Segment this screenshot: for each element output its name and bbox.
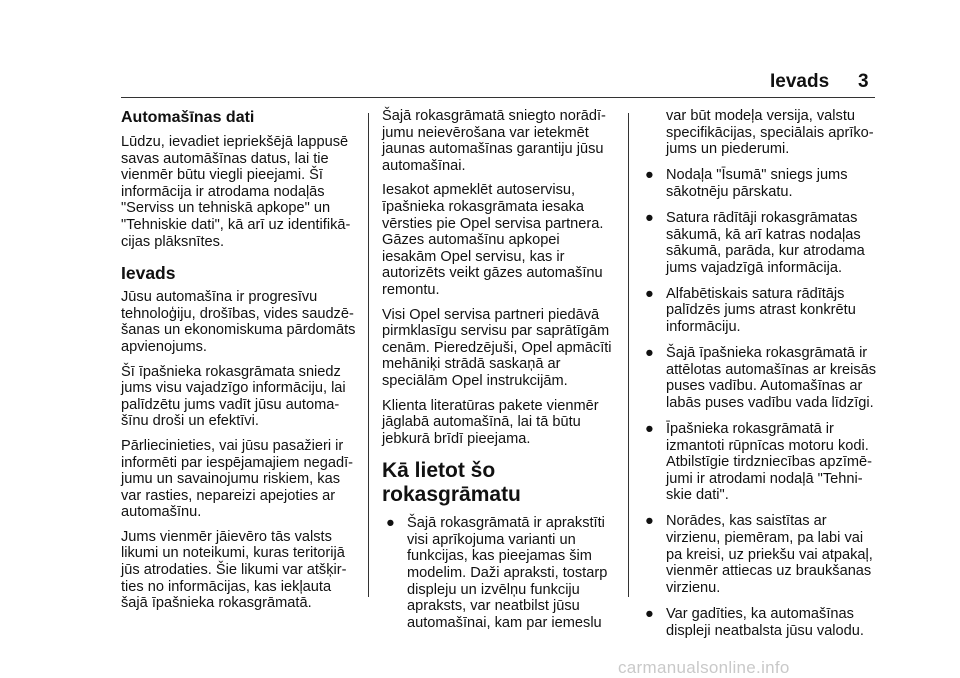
list-item xyxy=(382,515,618,631)
bullet-icon: ● xyxy=(645,345,654,362)
list-item-text: Nodaļa "Īsumā" sniegs jums sākotnēju pārskatu. xyxy=(666,167,848,200)
list-item xyxy=(641,210,877,276)
list-item xyxy=(641,286,877,336)
bullet-icon: ● xyxy=(645,167,654,184)
bullet-icon: ● xyxy=(645,285,654,302)
heading-introduction: Ievads xyxy=(121,263,176,284)
list-item xyxy=(641,345,877,411)
list-item-text: Šajā īpašnieka rokasgrāmatā ir attēlotas automašīnas ar kreisās puses vadību. Automašīnas ar labās puses vadību vada līdzīgi. xyxy=(666,345,877,411)
heading-vehicle-data: Automašīnas dati xyxy=(121,109,255,126)
bullet-icon: ● xyxy=(645,421,654,437)
list-item-text: var būt modeļa versija, valstu specifikācijas, speciālais aprīko-jums un piederumi. xyxy=(666,108,874,158)
list-item xyxy=(641,513,877,596)
paragraph: Jūsu automašīna ir progresīvu tehnoloģiju, drošības, vides saudzē-šanas un ekonomiskuma pārdomāts apvienojums. xyxy=(121,289,356,355)
bullet-icon: ● xyxy=(386,515,395,532)
watermark: carmanualsonline.info xyxy=(618,658,790,677)
heading-how-to-use: Kā lietot šo rokasgrāmatu xyxy=(382,459,521,507)
paragraph: Lūdzu, ievadiet iepriekšējā lappusē savas automāšīnas datus, lai tie vienmēr būtu viegli pieejami. Šī informācija ir atrodama nodaļās "Serviss un tehniskā apkope" un "Tehniskie dati", kā arī uz identifikā-cijas plāksnītes. xyxy=(121,134,351,250)
list-item-continuation xyxy=(641,108,877,158)
column-divider-2 xyxy=(628,113,629,597)
list-item-text: Šajā rokasgrāmatā ir aprakstīti visi aprīkojuma varianti un funkcijas, kas pieejamas šim modelim. Daži apraksti, tostarp displeju un izvēlņu funkciju apraksts, var neatbilst jūsu automašīnai, kam par iemeslu xyxy=(407,515,608,631)
list-item xyxy=(641,167,877,200)
header-rule xyxy=(121,97,875,98)
list-item-text: Alfabētiskais satura rādītājs palīdzēs jums atrast konkrētu informāciju. xyxy=(666,285,856,336)
column-3 xyxy=(641,108,877,649)
paragraph: Visi Opel servisa partneri piedāvā pirmklasīgu servisu par saprātīgām cenām. Pieredzējuši, Opel apmācīti mehāniķi strādā saskaņā ar speciālām Opel instrukcijām. xyxy=(382,306,612,389)
paragraph: Pārliecinieties, vai jūsu pasažieri ir informēti par iespējamajiem negadī-jumu un savainojumu riskiem, kas var rasties, nepareizi apejoties ar automašīnu. xyxy=(121,437,353,521)
column-2 xyxy=(382,108,618,641)
column-1 xyxy=(121,108,361,620)
paragraph: Jums vienmēr jāievēro tās valsts likumi un noteikumi, kuras teritorijā jūs atrodaties. Šie likumi var atšķir-ties no informācijas, kas iekļauta šajā īpašnieka rokasgrāmatā. xyxy=(121,528,347,612)
bullet-icon: ● xyxy=(645,513,654,530)
page-number: 3 xyxy=(858,71,869,92)
column-divider-1 xyxy=(368,113,369,597)
list-item xyxy=(641,421,877,504)
paragraph: Iesakot apmeklēt autoservisu, īpašnieka rokasgrāmata iesaka vērsties pie Opel servisa partnera. Gāzes automašīnu apkopei iesakām Opel servisu, kas ir autorizēts veikt gāzes automašīnu remontu. xyxy=(382,182,604,298)
list-item-text: Norādes, kas saistītas ar virzienu, piemēram, pa labi vai pa kreisi, uz priekšu vai atpakaļ, vienmēr attiecas uz braukšanas virzienu. xyxy=(666,513,873,596)
bullet-list xyxy=(382,515,618,631)
paragraph: Šī īpašnieka rokasgrāmata sniedz jums visu vajadzīgo informāciju, lai palīdzētu jums vadīt jūsu automa-šīnu droši un efektīvi. xyxy=(121,363,346,430)
list-item-text: Satura rādītāji rokasgrāmatas sākumā, kā arī katras nodaļas sākumā, parāda, kur atrodama jums vajadzīgā informācija. xyxy=(666,209,865,276)
list-item-text: Īpašnieka rokasgrāmatā ir izmantoti rūpnīcas motoru kodi. Atbilstīgie tirdzniecības apzīmē-jumi ir atrodami nodaļā "Tehni-skie dati". xyxy=(666,421,873,504)
paragraph: Klienta literatūras pakete vienmēr jāglabā automašīnā, lai tā būtu jebkurā brīdī pieejama. xyxy=(382,397,599,447)
bullet-list xyxy=(641,108,877,639)
bullet-icon: ● xyxy=(645,209,654,226)
chapter-title: Ievads xyxy=(770,71,830,92)
paragraph: Šajā rokasgrāmatā sniegto norādī-jumu neievērošana var ietekmēt jaunas automašīnas garantiju jūsu automašīnai. xyxy=(382,108,606,174)
list-item-text: Var gadīties, ka automašīnas displeji neatbalsta jūsu valodu. xyxy=(666,605,864,639)
bullet-icon: ● xyxy=(645,605,654,622)
list-item xyxy=(641,606,877,639)
